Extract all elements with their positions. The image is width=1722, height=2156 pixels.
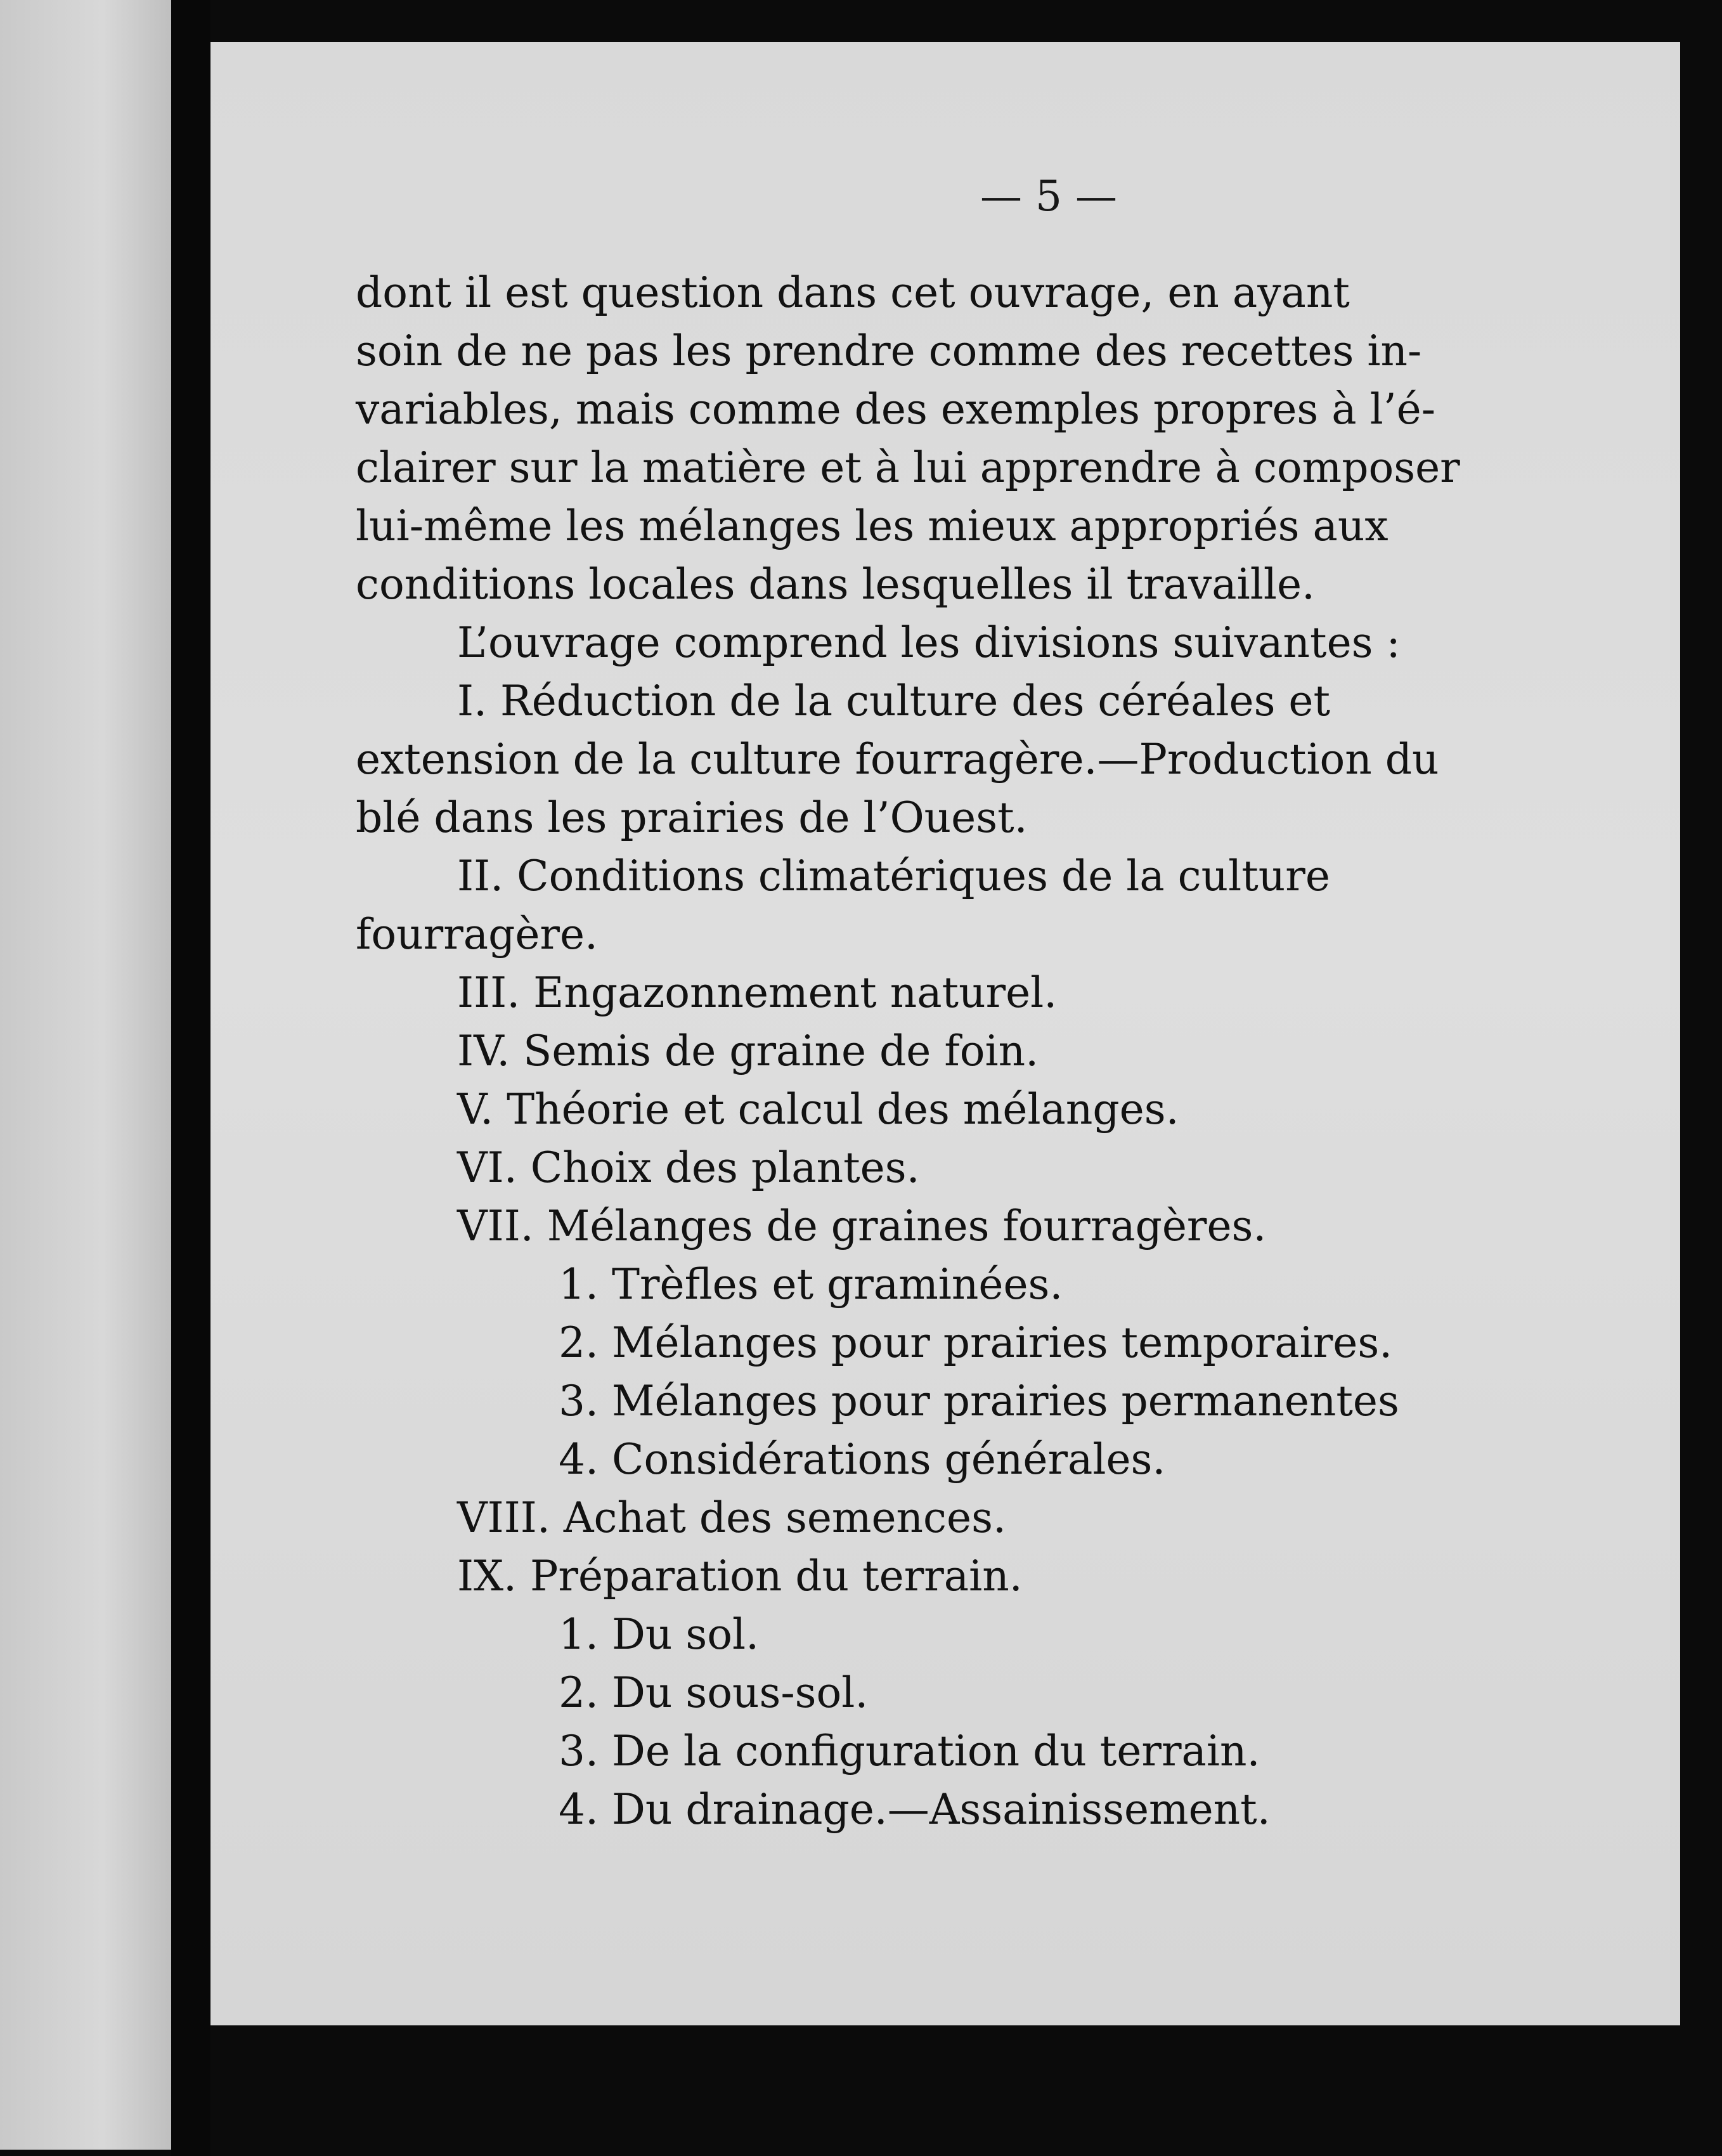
division-7: VII. Mélanges de graines fourragères. <box>457 1202 1267 1250</box>
body-line-5: lui-même les mélanges les mieux appropriés aux <box>356 502 1389 550</box>
division-9-item-2: 2. Du sous-sol. <box>559 1668 869 1717</box>
division-6: VI. Choix des plantes. <box>457 1143 920 1192</box>
division-1-line-2: extension de la culture fourragère.—Production du <box>356 735 1439 784</box>
page-sheet <box>210 42 1680 2025</box>
division-8: VIII. Achat des semences. <box>457 1493 1006 1542</box>
division-7-item-4: 4. Considérations générales. <box>559 1435 1166 1484</box>
division-4: IV. Semis de graine de foin. <box>457 1027 1039 1075</box>
facing-page-edge <box>0 0 171 2150</box>
division-7-item-3: 3. Mélanges pour prairies permanentes <box>559 1377 1399 1425</box>
division-9-item-1: 1. Du sol. <box>559 1610 760 1659</box>
page-number: — 5 — <box>980 172 1117 221</box>
division-7-item-2: 2. Mélanges pour prairies temporaires. <box>559 1318 1393 1367</box>
body-line-3: variables, mais comme des exemples propres à l’é- <box>356 385 1436 434</box>
body-line-2: soin de ne pas les prendre comme des recettes in- <box>356 327 1422 375</box>
division-9: IX. Préparation du terrain. <box>457 1552 1023 1601</box>
division-2-line-2: fourragère. <box>356 910 599 959</box>
division-5: V. Théorie et calcul des mélanges. <box>457 1085 1179 1134</box>
division-1-line-1: I. Réduction de la culture des céréales et <box>457 677 1331 725</box>
body-line-1: dont il est question dans cet ouvrage, en ayant <box>356 268 1350 317</box>
division-7-item-1: 1. Trèfles et graminées. <box>559 1260 1063 1309</box>
division-3: III. Engazonnement naturel. <box>457 968 1058 1017</box>
division-2-line-1: II. Conditions climatériques de la culture <box>457 852 1330 900</box>
division-1-line-3: blé dans les prairies de l’Ouest. <box>356 793 1028 842</box>
division-9-item-4: 4. Du drainage.—Assainissement. <box>559 1785 1271 1834</box>
body-line-4: clairer sur la matière et à lui apprendre à composer <box>356 443 1460 492</box>
divisions-intro: L’ouvrage comprend les divisions suivantes : <box>457 618 1401 667</box>
body-text <box>356 264 1693 1839</box>
book-spine <box>171 0 210 2156</box>
body-line-6: conditions locales dans lesquelles il travaille. <box>356 560 1316 609</box>
division-9-item-3: 3. De la configuration du terrain. <box>559 1727 1260 1776</box>
